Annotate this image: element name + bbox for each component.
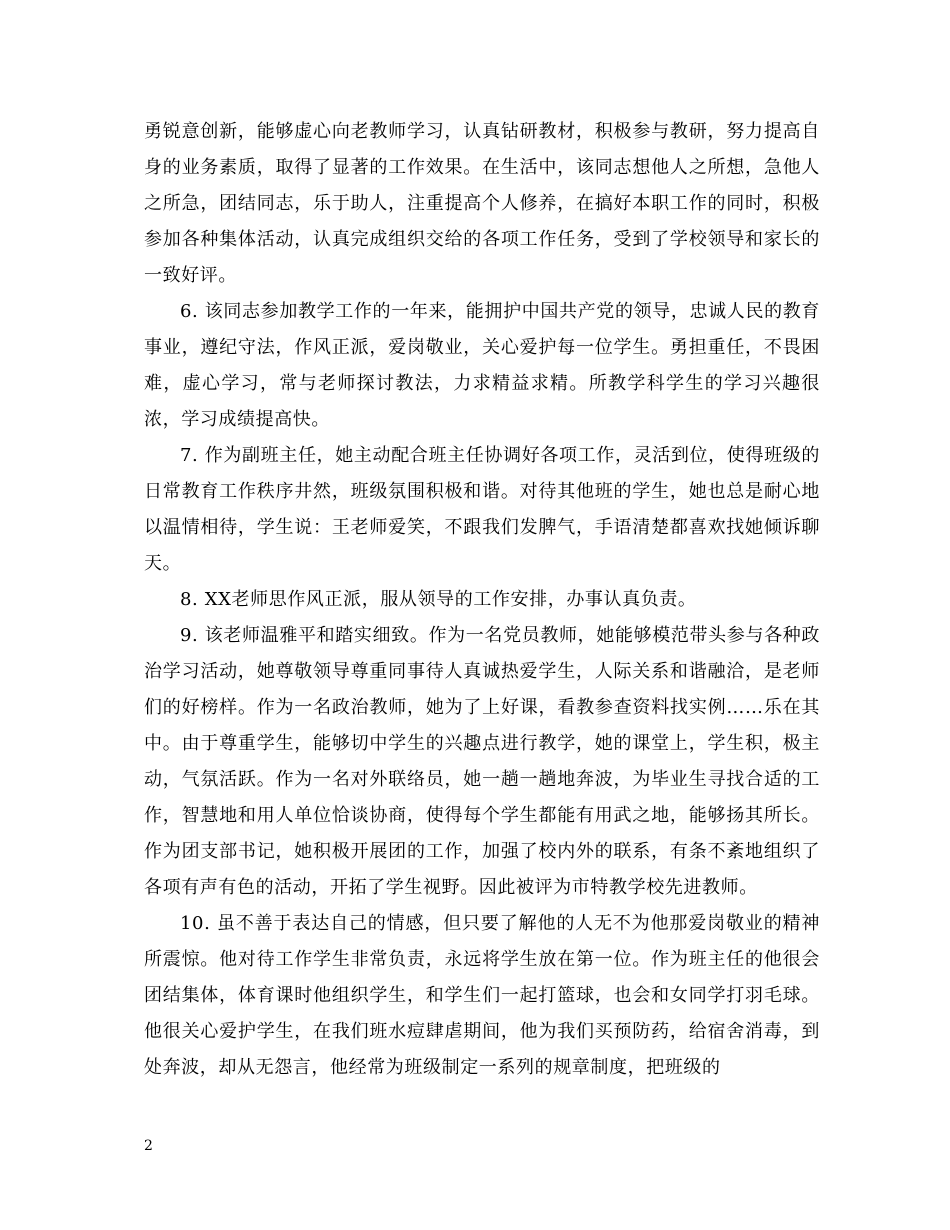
paragraph-item-7: 7. 作为副班主任，她主动配合班主任协调好各项工作，灵活到位，使得班级的日常教育工作秩序井然，班级氛围积极和谐。对待其他班的学生，她也总是耐心地以温情相待，学生说：王老师爱笑，不跟我们发脾气，手语清楚都喜欢找她倾诉聊天。 [144,445,820,574]
paragraph-item-8: 8. XX老师思作风正派，服从领导的工作安排，办事认真负责。 [180,589,697,610]
paragraph-continuation: 勇锐意创新，能够虚心向老教师学习，认真钻研教材，积极参与教研，努力提高自身的业务素质，取得了显著的工作效果。在生活中，该同志想他人之所想，急他人之所急，团结同志，乐于助人，注重提高个人修养，在搞好本职工作的同时，积极参加各种集体活动，认真完成组织交给的各项工作任务，受到了学校领导和家长的一致好评。 [144,121,820,286]
paragraph-item-10: 10. 虽不善于表达自己的情感，但只要了解他的人无不为他那爱岗敬业的精神所震惊。他对待工作学生非常负责，永远将学生放在第一位。作为班主任的他很会团结集体，体育课时他组织学生，和学生们一起打篮球，也会和女同学打羽毛球。他很关心爱护学生，在我们班水痘肆虐期间，他为我们买预防药，给宿舍消毒，到处奔波，却从无怨言，他经常为班级制定一系列的规章制度，把班级的 [144,913,820,1078]
paragraph-item-6: 6. 该同志参加教学工作的一年来，能拥护中国共产党的领导，忠诚人民的教育事业，遵纪守法，作风正派，爱岗敬业，关心爱护每一位学生。勇担重任，不畏困难，虚心学习，常与老师探讨教法，力求精益求精。所教学科学生的学习兴趣很浓，学习成绩提高快。 [144,301,820,430]
page-number: 2 [144,1138,153,1154]
document-body [144,114,820,1086]
paragraph-item-9: 9. 该老师温雅平和踏实细致。作为一名党员教师，她能够模范带头参与各种政治学习活动，她尊敬领导尊重同事待人真诚热爱学生，人际关系和谐融洽，是老师们的好榜样。作为一名政治教师，她为了上好课，看教参查资料找实例……乐在其中。由于尊重学生，能够切中学生的兴趣点进行教学，她的课堂上，学生积，极主动，气氛活跃。作为一名对外联络员，她一趟一趟地奔波，为毕业生寻找合适的工作，智慧地和用人单位恰谈协商，使得每个学生都能有用武之地，能够扬其所长。作为团支部书记，她积极开展团的工作，加强了校内外的联系，有条不紊地组织了各项有声有色的活动，开拓了学生视野。因此被评为市特教学校先进教师。 [144,625,820,898]
